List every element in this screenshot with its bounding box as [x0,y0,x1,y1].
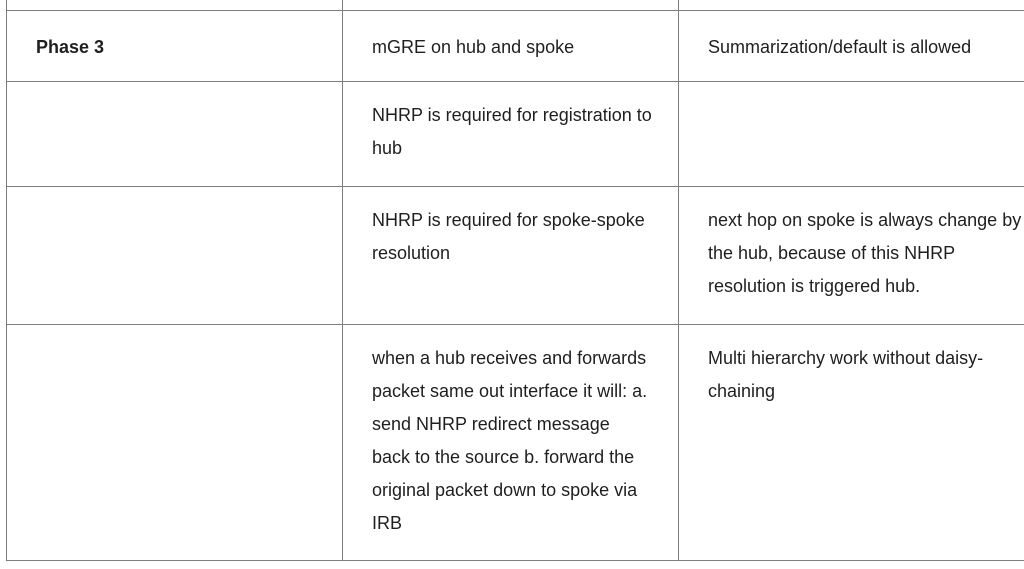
table-cell-phase [7,11,343,82]
table-cell [679,187,1024,325]
cell-text: when a hub receives and forwards packet same out interface it will: a. send NHRP redirect message back to the source b. forward the original packet down to spoke via IRB [372,348,648,533]
cell-text: Summarization/default is allowed [708,37,972,57]
table-row-previous-edge [7,0,1024,11]
cell-text: NHRP is required for registration to hub [372,105,652,158]
table-cell [679,82,1024,187]
table-cell [7,0,343,11]
table-row [7,325,1024,561]
table-cell [343,11,679,82]
table-cell [679,325,1024,561]
table-row [7,11,1024,82]
phase-label: Phase 3 [36,37,105,57]
comparison-table [6,0,1024,561]
cell-text: NHRP is required for spoke-spoke resolution [372,210,645,263]
cell-text: mGRE on hub and spoke [372,37,575,57]
table-cell [7,82,343,187]
table-cell [343,325,679,561]
table-cell [7,187,343,325]
table-cell [343,82,679,187]
table-row [7,82,1024,187]
table-cell [343,0,679,11]
table-cell [7,325,343,561]
table-cell [343,187,679,325]
table-cell [679,11,1024,82]
cell-text: Multi hierarchy work without daisy-chaining [708,348,984,401]
table-cell [679,0,1024,11]
table-row [7,187,1024,325]
cell-text: next hop on spoke is always change by the hub, because of this NHRP resolution is triggered hub. [708,210,1022,296]
